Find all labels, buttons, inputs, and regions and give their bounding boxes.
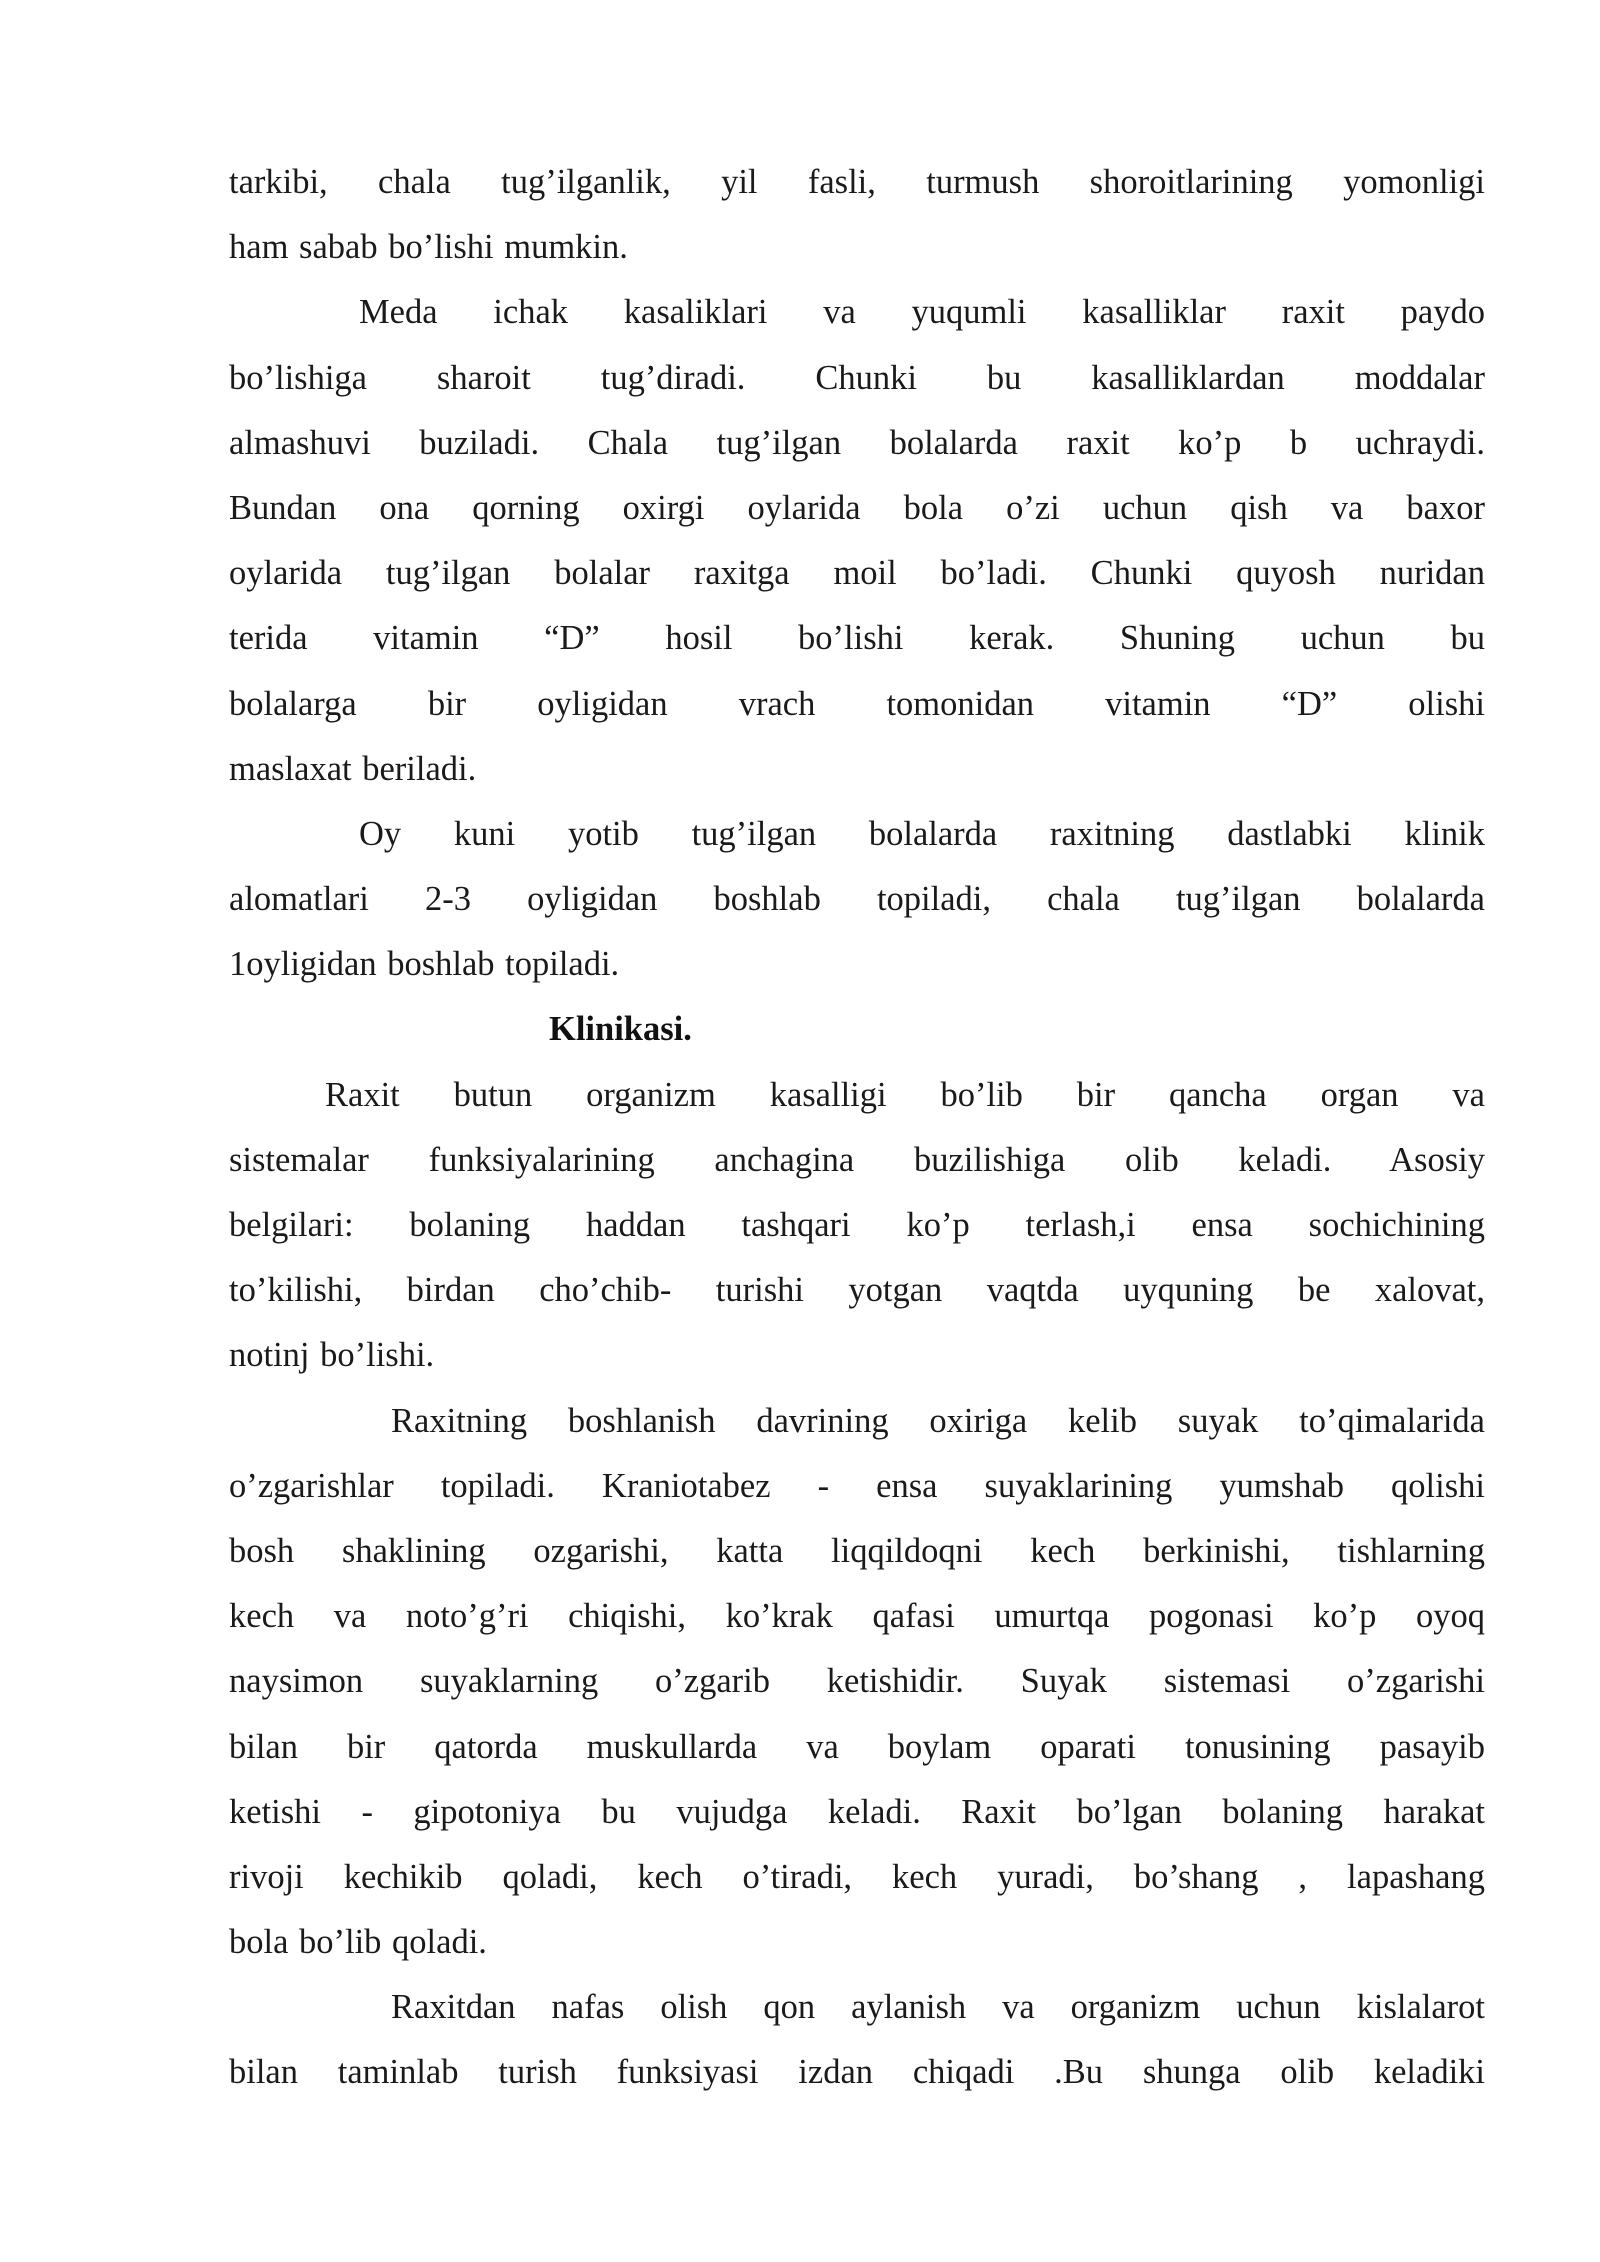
paragraph — [229, 1975, 1485, 2105]
document-body — [229, 150, 1485, 2106]
text-line: bilan bir qatorda muskullarda va boylam oparati tonusining pasayib — [229, 1727, 1485, 1766]
text-line: Oy kuni yotib tug’ilgan bolalarda raxitning dastlabki klinik — [359, 814, 1485, 853]
text-line: Meda ichak kasaliklari va yuqumli kasalliklar raxit paydo — [359, 293, 1485, 332]
paragraph — [229, 150, 1485, 280]
text-line: ketishi - gipotoniya bu vujudga keladi. Raxit bo’lgan bolaning harakat — [229, 1792, 1485, 1831]
text-line: kech va noto’g’ri chiqishi, ko’krak qafasi umurtqa pogonasi ko’p oyoq — [229, 1597, 1485, 1636]
paragraph — [229, 802, 1485, 998]
text-line: o’zgarishlar topiladi. Kraniotabez - ensa suyaklarining yumshab qolishi — [229, 1466, 1485, 1505]
text-line: bola bo’lib qoladi. — [229, 1923, 487, 1962]
text-line: alomatlari 2-3 oyligidan boshlab topiladi, chala tug’ilgan bolalarda — [229, 880, 1485, 919]
paragraph — [229, 1389, 1485, 1976]
paragraph — [229, 1063, 1485, 1389]
text-line: belgilari: bolaning haddan tashqari ko’p terlash,i ensa sochichining — [229, 1206, 1485, 1244]
text-line: ham sabab bo’lishi mumkin. — [229, 228, 628, 267]
text-line: 1oyligidan boshlab topiladi. — [229, 945, 620, 984]
text-line: bo’lishiga sharoit tug’diradi. Chunki bu kasalliklardan moddalar — [229, 358, 1485, 397]
paragraph — [229, 280, 1485, 802]
text-line: bolalarga bir oyligidan vrach tomonidan vitamin “D” olishi — [229, 684, 1485, 723]
text-line: rivoji kechikib qoladi, kech o’tiradi, kech yuradi, bo’shang , lapashang — [229, 1857, 1485, 1896]
text-line: maslaxat beriladi. — [229, 749, 477, 788]
text-line: Bundan ona qorning oxirgi oylarida bola o’zi uchun qish va baxor — [229, 488, 1485, 527]
text-line: almashuvi buziladi. Chala tug’ilgan bolalarda raxit ko’p b uchraydi. — [229, 423, 1485, 462]
text-line: sistemalar funksiyalarining anchagina buzilishiga olib keladi. Asosiy — [229, 1140, 1485, 1179]
text-line: to’kilishi, birdan cho’chib- turishi yotgan vaqtda uyquning be xalovat, — [229, 1271, 1485, 1310]
text-line: oylarida tug’ilgan bolalar raxitga moil bo’ladi. Chunki quyosh nuridan — [229, 554, 1485, 593]
text-line: bilan taminlab turish funksiyasi izdan chiqadi .Bu shunga olib keladiki — [229, 2053, 1485, 2092]
text-line: Raxit butun organizm kasalligi bo’lib bir qancha organ va — [325, 1075, 1485, 1114]
text-line: Raxitdan nafas olish qon aylanish va organizm uchun kislalarot — [391, 1988, 1485, 2027]
text-line: naysimon suyaklarning o’zgarib ketishidir. Suyak sistemasi o’zgarishi — [229, 1662, 1485, 1701]
text-line: bosh shaklining ozgarishi, katta liqqildoqni kech berkinishi, tishlarning — [229, 1531, 1485, 1570]
text-line: notinj bo’lishi. — [229, 1336, 435, 1375]
text-line: terida vitamin “D” hosil bo’lishi kerak. Shuning uchun bu — [229, 619, 1485, 658]
text-line: Raxitning boshlanish davrining oxiriga kelib suyak to’qimalarida — [391, 1401, 1485, 1440]
text-line: tarkibi, chala tug’ilganlik, yil fasli, turmush shoroitlarining yomonligi — [229, 163, 1485, 201]
section-heading: Klinikasi. — [549, 1010, 692, 1049]
